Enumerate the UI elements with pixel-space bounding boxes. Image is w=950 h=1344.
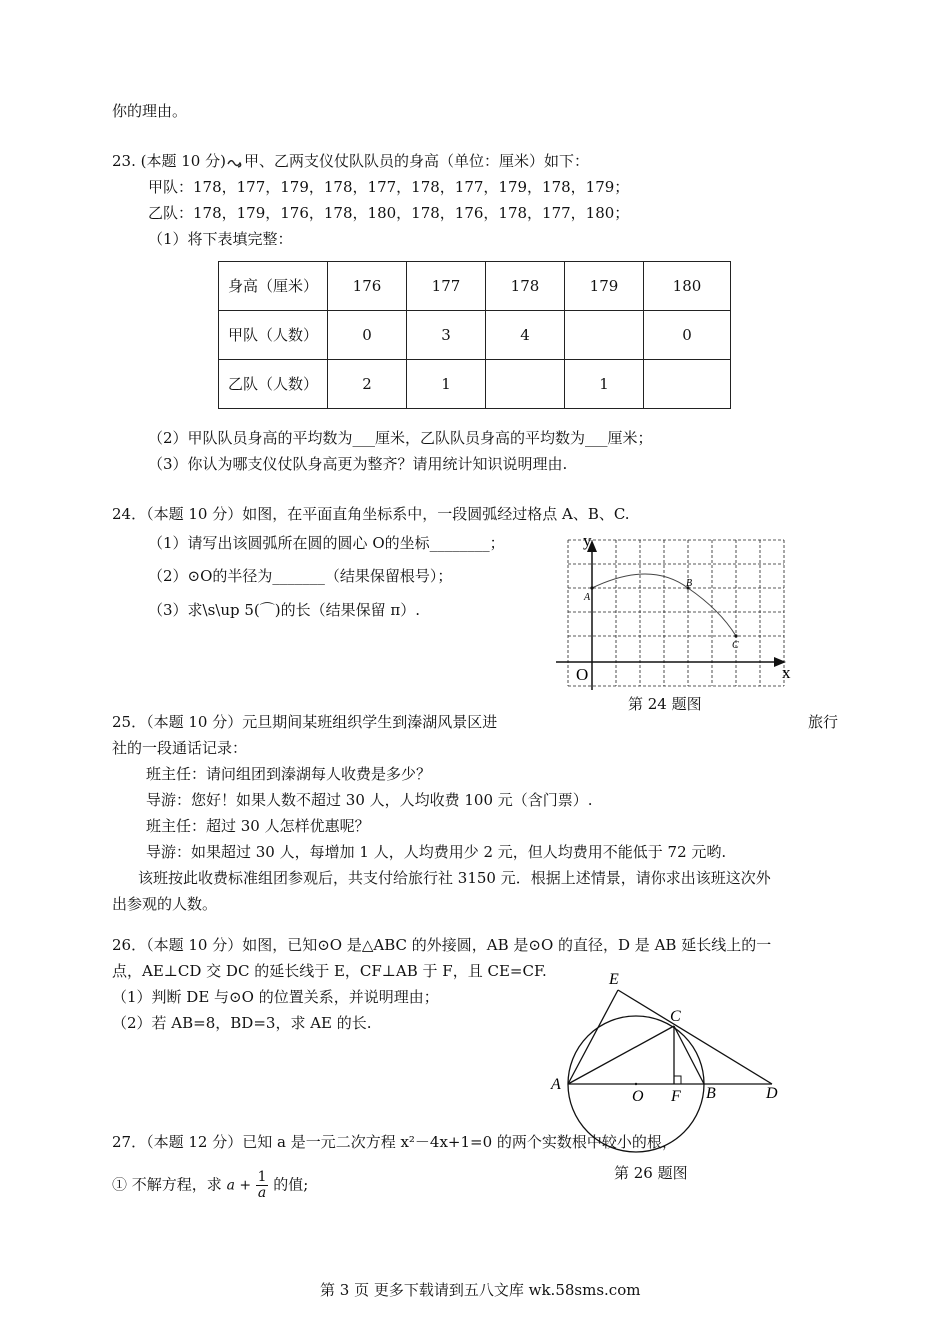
table-header-row <box>219 262 731 311</box>
q24-figure-caption: 第 24 题图 <box>628 695 702 713</box>
q25-dialog-line: 班主任：请问组团到溱湖每人收费是多少？ <box>146 765 432 783</box>
q26-line1: 26．（本题 10 分）如图，已知⊙O 是△ABC 的外接圆，AB 是⊙O 的直径，D 是 AB 延长线上的一 <box>112 936 772 954</box>
q25-summary-line1: 该班按此收费标准组团参观后，共支付给旅行社 3150 元．根据上述情景，请你求出该班这次外 <box>138 869 771 887</box>
point-b-label: B <box>686 578 693 589</box>
q23-part1: （1）将下表填完整： <box>148 230 293 248</box>
segment-cb <box>674 1026 704 1084</box>
table-cell: 身高（厘米） <box>219 262 328 311</box>
table-cell: 甲队（人数） <box>219 311 328 360</box>
table-row <box>219 360 731 409</box>
q25-line1-left: 25．（本题 10 分）元旦期间某班组织学生到溱湖风景区进 <box>112 713 498 731</box>
q23-team-b-data: 乙队：178，179，176，178，180，178，176，178，177，180； <box>148 204 630 222</box>
q23-team-a-data: 甲队：178，177，179，178，177，178，177，179，178，179； <box>148 178 630 196</box>
q27-part1-prefix: ① 不解方程，求 <box>112 1175 222 1194</box>
label-b: B <box>706 1085 716 1102</box>
q27-part1 <box>112 1170 308 1201</box>
x-axis-label: x <box>782 663 791 682</box>
q24-title: 24．（本题 10 分）如图，在平面直角坐标系中，一段圆弧经过格点 A、B、C. <box>112 505 630 523</box>
q23-part2: （2）甲队队员身高的平均数为___厘米，乙队队员身高的平均数为___厘米； <box>148 429 653 447</box>
q25-line2: 社的一段通话记录： <box>112 739 248 757</box>
page-footer: 第 3 页 更多下载请到五八文库 wk.58sms.com <box>320 1281 641 1299</box>
q24-coordinate-figure <box>550 530 800 695</box>
table-cell: 3 <box>407 311 486 360</box>
q23-title: 23. (本题 10 分) <box>112 152 226 170</box>
table-cell <box>644 360 731 409</box>
y-axis-label: y <box>583 531 592 550</box>
q27-part1-suffix: 的值; <box>273 1175 309 1194</box>
label-a: A <box>551 1076 561 1093</box>
point-c-label: C <box>732 640 739 651</box>
height-table <box>218 261 731 409</box>
label-e: E <box>609 971 619 988</box>
q23-title-rest: 甲、乙两支仪仗队队员的身高（单位：厘米）如下： <box>243 152 589 170</box>
table-cell: 177 <box>407 262 486 311</box>
scribble-icon <box>226 155 244 169</box>
q23-part3: （3）你认为哪支仪仗队身高更为整齐？请用统计知识说明理由. <box>148 455 568 473</box>
fraction-numerator: 1 <box>257 1169 267 1185</box>
grid <box>568 540 784 686</box>
q23-title-line <box>112 151 589 171</box>
point-c-marker <box>734 634 737 637</box>
fraction-plus: + <box>239 1177 252 1194</box>
table-cell: 180 <box>644 262 731 311</box>
segment-ed <box>618 990 772 1084</box>
label-f: F <box>671 1088 681 1105</box>
table-cell: 1 <box>407 360 486 409</box>
q24-part1: （1）请写出该圆弧所在圆的圆心 O的坐标________； <box>148 534 505 552</box>
table-cell: 2 <box>328 360 407 409</box>
point-a-label: A <box>584 592 591 603</box>
q25-line1-right: 旅行 <box>808 713 839 731</box>
table-cell: 0 <box>328 311 407 360</box>
fraction-a: a <box>226 1177 235 1194</box>
table-cell: 179 <box>565 262 644 311</box>
q26-part2: （2）若 AB=8，BD=3，求 AE 的长. <box>112 1014 372 1032</box>
table-cell <box>565 311 644 360</box>
fraction-denominator: a <box>257 1185 267 1201</box>
q24-part3: （3）求\s\up 5(⌒)的长（结果保留 π）. <box>148 601 421 619</box>
table-row <box>219 311 731 360</box>
label-d: D <box>766 1085 778 1102</box>
q26-figure-caption: 第 26 题图 <box>614 1164 688 1182</box>
q27-title: 27．（本题 12 分）已知 a 是一元二次方程 x²－4x+1=0 的两个实数根中较小的根， <box>112 1133 677 1151</box>
table-cell: 乙队（人数） <box>219 360 328 409</box>
q25-dialog-line: 导游：您好！如果人数不超过 30 人，人均收费 100 元（含门票）. <box>146 791 593 809</box>
right-angle-mark <box>674 1076 681 1084</box>
table-cell <box>486 360 565 409</box>
q25-dialog-line: 班主任：超过 30 人怎样优惠呢？ <box>146 817 370 835</box>
q26-line2: 点，AE⊥CD 交 DC 的延长线于 E，CF⊥AB 于 F，且 CE=CF. <box>112 962 547 980</box>
origin-label: O <box>576 665 589 684</box>
fraction <box>256 1170 269 1201</box>
q24-part2: （2）⊙O的半径为_______（结果保留根号）； <box>148 567 453 585</box>
table-cell: 178 <box>486 262 565 311</box>
table-cell: 4 <box>486 311 565 360</box>
continued-text: 你的理由。 <box>112 102 188 120</box>
point-a-marker <box>590 586 593 589</box>
center-dot <box>635 1083 637 1085</box>
label-c: C <box>670 1008 681 1025</box>
q26-circle-figure <box>540 968 800 1158</box>
table-cell: 0 <box>644 311 731 360</box>
table-cell: 176 <box>328 262 407 311</box>
table-cell: 1 <box>565 360 644 409</box>
fraction-expression <box>227 1170 269 1201</box>
q25-summary-line2: 出参观的人数。 <box>112 895 218 913</box>
q26-part1: （1）判断 DE 与⊙O 的位置关系，并说明理由； <box>112 988 439 1006</box>
label-o: O <box>632 1088 644 1105</box>
q25-dialog-line: 导游：如果超过 30 人，每增加 1 人，人均费用少 2 元，但人均费用不能低于 72 元哟. <box>146 843 727 861</box>
